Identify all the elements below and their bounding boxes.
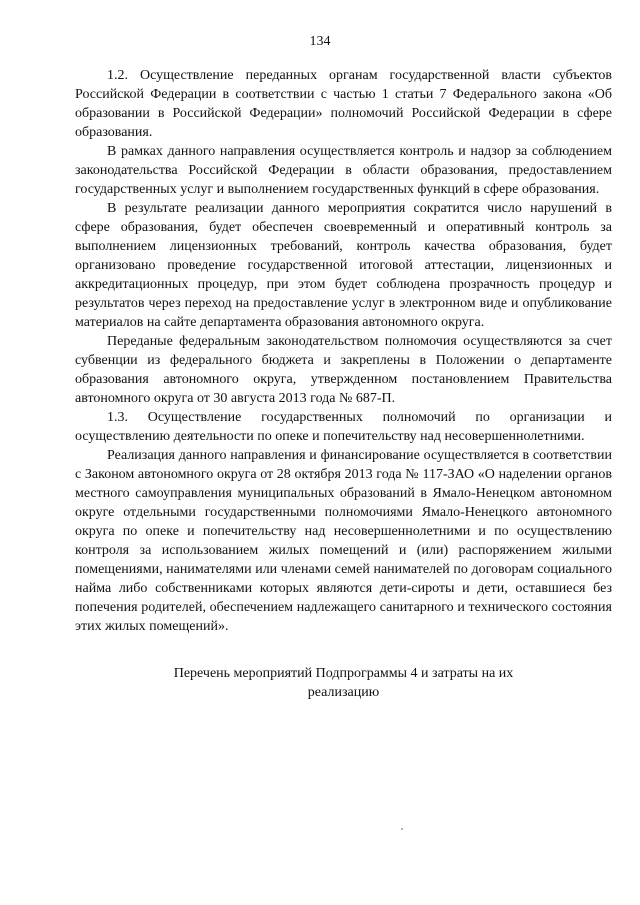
section-heading-line-1: Перечень мероприятий Подпрограммы 4 и затраты на их: [173, 666, 514, 681]
scan-artifact-dot: [401, 828, 403, 830]
section-heading-line-2: реализацию: [307, 685, 380, 700]
paragraph-subvention: Переданые федеральным законодательством полномочия осуществляются за счет субвенции из федерального бюджета и закреплены в Положении о департаменте образования автономного округа, утвержденном постановлением Правительства автономного округа от 30 августа 2013 года № 687-П.: [75, 334, 612, 406]
document-body: [75, 66, 612, 702]
paragraph-control-supervision: В рамках данного направления осуществляется контроль и надзор за соблюдением законодательства Российской Федерации в области образования, предоставлением государственных услуг и выполнением государственных функций в сфере образования.: [75, 144, 612, 197]
paragraph-results: В результате реализации данного мероприятия сократится число нарушений в сфере образования, будет обеспечен своевременный и оперативный контроль за выполнением лицензионных требований, контроль качества образования, будет организовано проведение государственной итоговой аттестации, лицензионных и аккредитационных процедур, при этом будет соблюдена прозрачность процедур и результатов через переход на предоставление услуг в электронном виде и опубликование материалов на сайте департамента образования автономного округа.: [75, 201, 612, 330]
page-number: 134: [309, 34, 331, 49]
paragraph-1-3-heading: 1.3. Осуществление государственных полномочий по организации и осуществлению деятельности по опеке и попечительству над несовершеннолетними.: [75, 410, 612, 444]
paragraph-1-2-heading: 1.2. Осуществление переданных органам государственной власти субъектов Российской Федерации в соответствии с частью 1 статьи 7 Федерального закона «Об образовании в Российской Федерации» полномочий Российской Федерации в сфере образования.: [75, 68, 612, 140]
section-heading: [75, 664, 612, 702]
paragraph-implementation: Реализация данного направления и финансирование осуществляется в соответствии с Законом автономного округа от 28 октября 2013 года № 117-ЗАО «О наделении органов местного самоуправления муниципальных образований в Ямало-Ненецком автономном округе отдельными государственными полномочиями Ямало-Ненецкого автономного округа по опеке и попечительству над несовершеннолетними и по осуществлению контроля за использованием жилых помещений и (или) распоряжением жилыми помещениями, нанимателями или членами семей нанимателей по договорам социального найма либо собственниками которых являются дети-сироты и дети, оставшиеся без попечения родителей, обеспечением надлежащего санитарного и технического состояния этих жилых помещений».: [75, 448, 612, 634]
